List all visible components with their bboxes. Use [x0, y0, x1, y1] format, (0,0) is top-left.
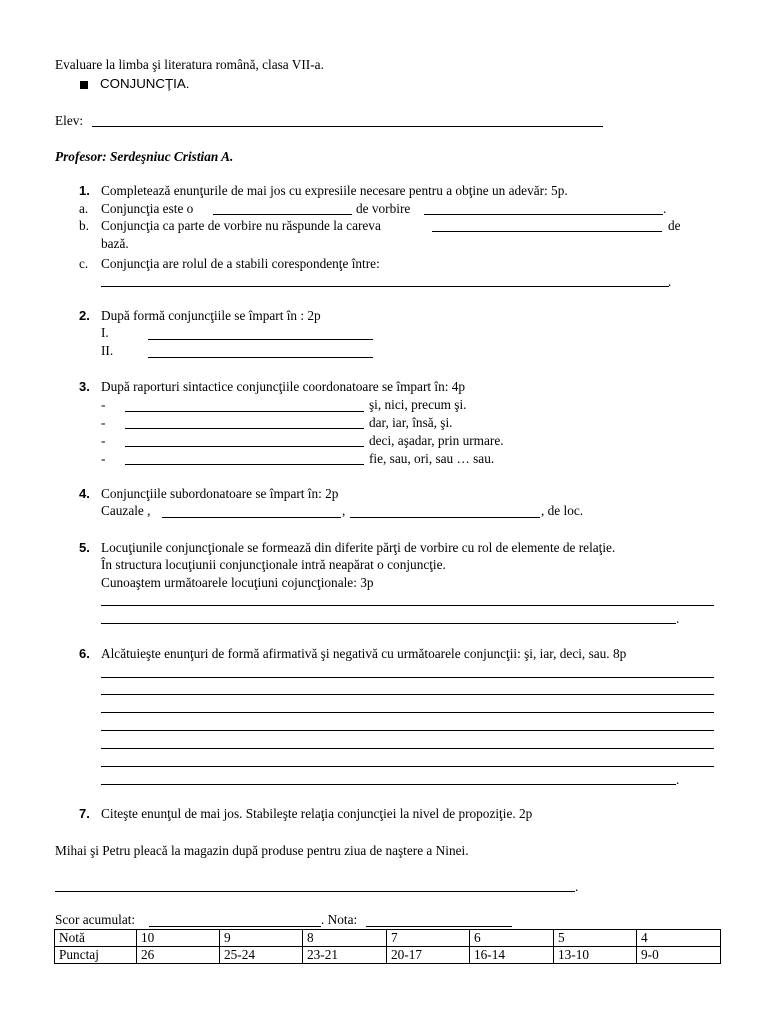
table-cell: 26 — [137, 947, 220, 964]
score-blank[interactable] — [149, 926, 321, 927]
table-cell: 7 — [387, 930, 470, 947]
q3-number: 3. — [79, 379, 90, 394]
q3-dash-4: - — [101, 451, 106, 466]
grading-table — [54, 929, 721, 964]
q1-b-text1: Conjuncţia ca parte de vorbire nu răspunde la careva — [101, 218, 381, 233]
q1-a-text2: de vorbire — [356, 201, 411, 216]
q2-item-1: I. — [101, 325, 109, 340]
q1-b-text2: de — [668, 218, 681, 233]
q1-a-period: . — [663, 201, 667, 216]
q4-end: , de loc. — [541, 503, 584, 518]
q6-text: Alcătuieşte enunţuri de formă afirmativă şi negativă cu următoarele conjuncţii: şi, iar, deci, sau. 8p — [101, 646, 627, 661]
q4-number: 4. — [79, 486, 90, 501]
q5-period: . — [676, 611, 680, 626]
topic-heading — [80, 76, 189, 92]
q4-text: Conjuncţiile subordonatoare se împart în: 2p — [101, 486, 339, 501]
q4-blank-2[interactable] — [350, 517, 540, 518]
q6-number: 6. — [79, 646, 90, 661]
q5-line-1: Locuţiunile conjuncţionale se formează din diferite părţi de vorbire cu rol de elemente de relaţie. — [101, 540, 616, 555]
q1-a-text1: Conjuncţia este o — [101, 201, 194, 216]
q1-c-marker: c. — [79, 256, 89, 271]
q3-dash-2: - — [101, 415, 106, 430]
teacher-name: Profesor: Serdeşniuc Cristian A. — [55, 149, 234, 164]
q3-blank-4[interactable] — [125, 464, 364, 465]
table-cell: 9 — [220, 930, 303, 947]
q6-blank-5[interactable] — [101, 748, 714, 749]
q7-number: 7. — [79, 806, 90, 821]
q7-sentence: Mihai şi Petru pleacă la magazin după produse pentru ziua de naştere a Ninei. — [55, 843, 469, 858]
nota-label: . Nota: — [321, 912, 358, 927]
table-cell: 9-0 — [637, 947, 721, 964]
nota-blank[interactable] — [366, 926, 512, 927]
q5-line-3: Cunoaştem următoarele locuţiuni cojuncţionale: 3p — [101, 575, 374, 590]
table-cell: Notă — [55, 930, 137, 947]
q3-blank-3[interactable] — [125, 446, 364, 447]
table-cell: 4 — [637, 930, 721, 947]
q2-blank-1[interactable] — [148, 339, 373, 340]
q1-c-blank[interactable] — [101, 286, 669, 287]
q4-comma: , — [342, 503, 346, 518]
q7-period: . — [575, 879, 579, 894]
q3-dash-1: - — [101, 397, 106, 412]
q6-blank-2[interactable] — [101, 694, 714, 695]
student-label: Elev: — [55, 113, 84, 128]
q7-answer-blank[interactable] — [55, 891, 575, 892]
q6-blank-3[interactable] — [101, 712, 714, 713]
q2-item-2: II. — [101, 343, 114, 358]
q6-blank-7[interactable] — [101, 784, 676, 785]
q4-blank-1[interactable] — [162, 517, 341, 518]
student-name-line[interactable] — [92, 126, 603, 127]
table-cell: 23-21 — [303, 947, 387, 964]
score-label: Scor acumulat: — [55, 912, 136, 927]
q6-blank-4[interactable] — [101, 730, 714, 731]
q2-blank-2[interactable] — [148, 357, 373, 358]
q1-a-blank2[interactable] — [424, 214, 663, 215]
q5-line-2: În structura locuţiunii conjuncţionale intră neapărat o conjuncţie. — [101, 557, 446, 572]
q1-b-text3: bază. — [101, 236, 129, 251]
q1-a-marker: a. — [79, 201, 89, 216]
q1-c-text: Conjuncţia are rolul de a stabili corespondenţe între: — [101, 256, 380, 271]
q3-dash-3: - — [101, 433, 106, 448]
topic-label: CONJUNCŢIA. — [100, 76, 190, 91]
table-cell: 25-24 — [220, 947, 303, 964]
q5-blank-2[interactable] — [101, 623, 676, 624]
q3-blank-2[interactable] — [125, 428, 364, 429]
table-cell: 20-17 — [387, 947, 470, 964]
q3-item-4: fie, sau, ori, sau … sau. — [369, 451, 495, 466]
q1-c-period: . — [668, 274, 672, 289]
q1-text: Completează enunţurile de mai jos cu expresiile necesare pentru a obţine un adevăr: 5p. — [101, 183, 568, 198]
q3-text: După raporturi sintactice conjuncţiile coordonatoare se împart în: 4p — [101, 379, 466, 394]
q1-b-marker: b. — [79, 218, 89, 233]
q2-number: 2. — [79, 308, 90, 323]
q1-number: 1. — [79, 183, 90, 198]
table-cell: 10 — [137, 930, 220, 947]
square-bullet-icon — [80, 81, 88, 89]
q6-blank-6[interactable] — [101, 766, 714, 767]
table-cell: 5 — [554, 930, 637, 947]
q7-text: Citeşte enunţul de mai jos. Stabileşte relaţia conjuncţiei la nivel de propoziţie. 2p — [101, 806, 533, 821]
table-cell: 8 — [303, 930, 387, 947]
q4-label: Cauzale , — [101, 503, 151, 518]
q3-item-2: dar, iar, însă, şi. — [369, 415, 453, 430]
q3-blank-1[interactable] — [125, 411, 364, 412]
q6-blank-1[interactable] — [101, 677, 714, 678]
q5-number: 5. — [79, 540, 90, 555]
table-cell: 16-14 — [470, 947, 554, 964]
q3-item-1: şi, nici, precum şi. — [369, 397, 467, 412]
q1-a-blank1[interactable] — [213, 214, 352, 215]
table-cell: 13-10 — [554, 947, 637, 964]
document-title: Evaluare la limba şi literatura română, clasa VII-a. — [55, 57, 324, 72]
q2-text: După formă conjuncţiile se împart în : 2p — [101, 308, 321, 323]
table-cell: Punctaj — [55, 947, 137, 964]
table-row — [55, 930, 721, 947]
table-row — [55, 947, 721, 964]
q3-item-3: deci, aşadar, prin urmare. — [369, 433, 504, 448]
table-cell: 6 — [470, 930, 554, 947]
q6-period: . — [676, 772, 680, 787]
q1-b-blank[interactable] — [432, 231, 662, 232]
q5-blank-1[interactable] — [101, 605, 714, 606]
